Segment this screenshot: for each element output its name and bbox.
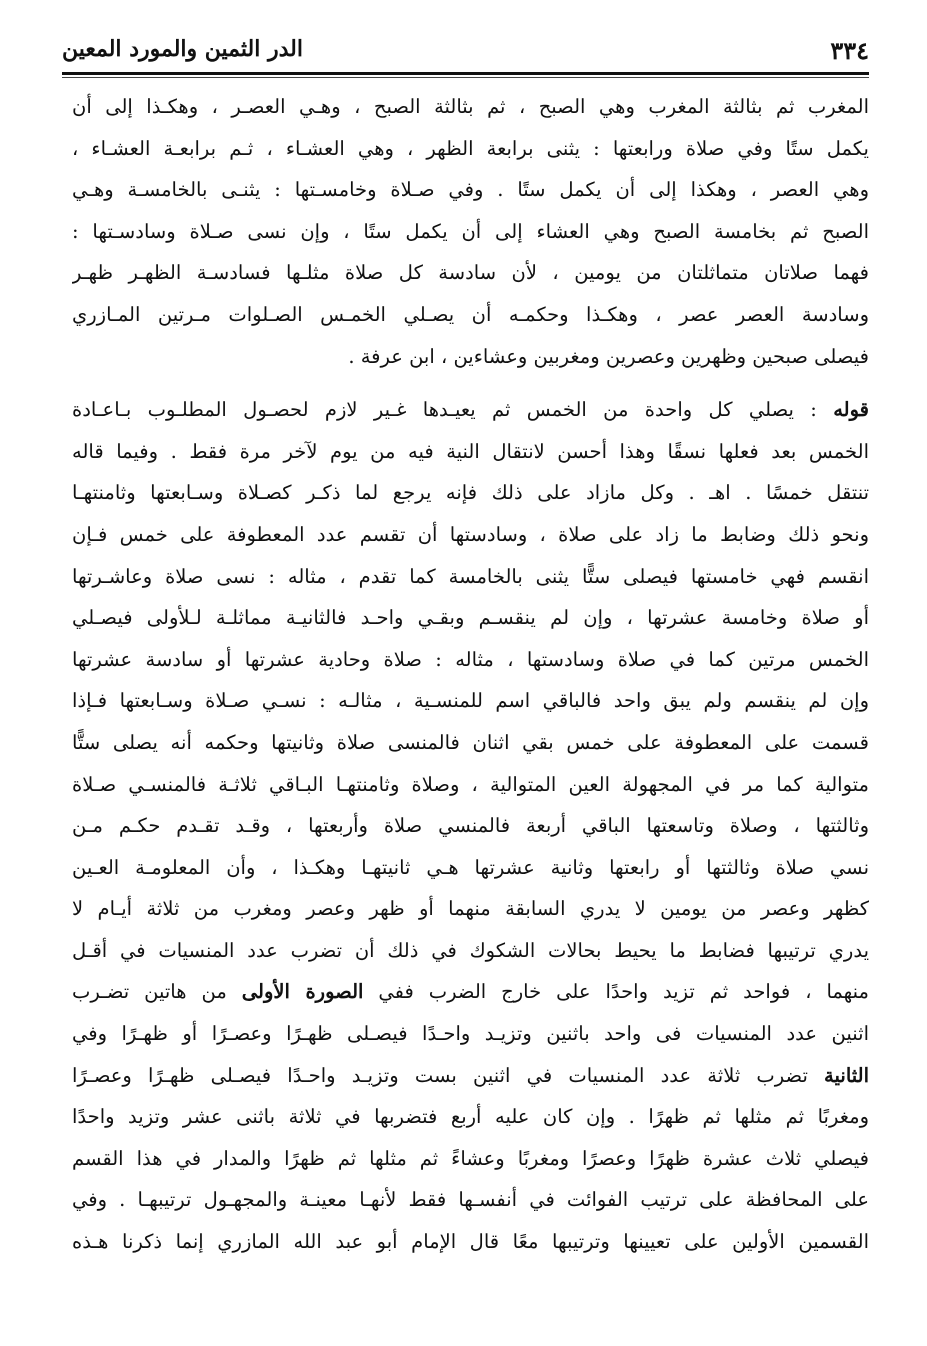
- text-run: القسمين الأولين على تعيينها وترتيبها معًا قال الإمام أبو عبد الله المازري إنما ذكرنا هـذه: [72, 1230, 869, 1254]
- book-title: الدر الثمين والمورد المعين: [62, 36, 304, 62]
- text-line: [72, 930, 869, 972]
- text-run: أو صلاة وخامسة عشرتها ، وإن لم ينقسـم وبقـي واحـد فالثانيـة مماثلـة لـلأولى فيصـلي: [72, 606, 869, 630]
- text-run: يكمل ستًا وفي صلاة ورابعتها : يثنى برابعة الظهر ، وهي العشـاء ، ثـم برابعـة العشـاء ،: [72, 136, 869, 160]
- text-line: [72, 514, 869, 556]
- text-line: [72, 847, 869, 889]
- text-run: وسادسة العصر عصر ، وهكـذا وحكمـه أن يصـلي الخمـس الصـلوات مـرتين المـازري: [72, 302, 869, 326]
- text-run: فيصلى صبحين وظهرين وعصرين ومغربين وعشاءين ، ابن عرفة .: [348, 344, 869, 368]
- text-line: [72, 764, 869, 806]
- text-run: الخمس مرتين كما في صلاة وسادستها ، مثاله : صلاة وحادية عشرتها أو سادسة عشرتها: [72, 647, 869, 671]
- text-run: كظهر وعصر من يومين لا يدري السابقة منهما أو ظهر وعصر ومغرب من ثلاثة أيـام لا: [72, 897, 869, 921]
- text-line: [72, 805, 869, 847]
- text-line: [72, 971, 869, 1013]
- text-run: منهما ، فواحد ثم تزيد واحدًا على خارج الضرب ففي: [363, 980, 869, 1004]
- text-line: [72, 1138, 869, 1180]
- text-run: وإن لم ينقسم ولم يبق واحد فالباقي اسم للمنسـية ، مثالـه : نسـي صـلاة وسـابعتها فـإذا: [72, 689, 869, 713]
- text-line: [72, 1013, 869, 1055]
- text-run: تنتقل خمسًا . اهـ . وكل مازاد على ذلك فإنه يرجع لما ذكـر كصـلاة وسـابعتها وثامنتهـا: [72, 481, 869, 505]
- text-run: يدري ترتيبها فضابط ما يحيط بحالات الشكوك في ذلك أن تضرب عدد المنسيات في أقـل: [72, 938, 869, 962]
- text-run: من هاتين تضـرب: [72, 980, 242, 1004]
- text-run: فيصلي ثلاث عشرة ظهرًا وعصرًا ومغربًا وعشاءً ثم مثلها ثم ظهرًا والمدار في هذا القسم: [72, 1146, 869, 1170]
- text-run: ونحو ذلك وضابط ما زاد على صلاة ، وسادستها أن تقسم عدد المعطوفة على خمس فـإن: [72, 522, 869, 546]
- text-line: [72, 639, 869, 681]
- text-line: [72, 86, 869, 128]
- text-line: [72, 128, 869, 170]
- text-run: المغرب ثم بثالثة المغرب وهي الصبح ، ثم بثالثة الصبح ، وهـي العصـر ، وهكـذا إلى أن: [72, 95, 869, 118]
- text-run: : يصلي كل واحدة من الخمس ثم يعيـدها غـير لازم لحصـول المطلـوب بـاعـادة: [72, 398, 834, 422]
- text-line: [72, 336, 869, 378]
- text-line: [72, 597, 869, 639]
- text-line: [72, 1055, 869, 1097]
- text-line: [72, 680, 869, 722]
- text-line: [72, 888, 869, 930]
- text-line: [72, 211, 869, 253]
- text-run: اثنين عدد المنسيات فى واحد باثنين وتزيـد واحـدًا فيصـلى ظهـرًا وعصـرًا أو ظهـرًا وفي: [72, 1022, 869, 1046]
- header-rule: [62, 72, 869, 75]
- text-run: انقسم فهي خامستها فيصلى ستًّا يثنى بالخامسة كما تقدم ، مثاله : نسى صلاة وعاشـرتها: [72, 564, 869, 588]
- text-line: [72, 1221, 869, 1263]
- text-run: ومغربًا ثم مثلها ثم ظهرًا . وإن كان عليه أربع فتضربها في ثلاثة باثنى عشر وتزيد واحدًا: [72, 1105, 869, 1129]
- text-line: [72, 556, 869, 598]
- text-line: [72, 389, 869, 431]
- text-run: على المحافظة على ترتيب الفوائت في أنفسـها فقط لأنهـا معينـة والمجهـول ترتيبهـا . وفي: [72, 1188, 869, 1212]
- text-line: [72, 294, 869, 336]
- text-run: الصبح ثم بخامسة الصبح وهي العشاء إلى أن يكمل ستًا ، وإن نسى صـلاة وسادسـتها :: [72, 219, 869, 243]
- text-run: وثالثتها ، وصلاة وتاسعتها الباقي أربعة فالمنسي صلاة وأربعتها ، وقـد تقـدم حكـم مـن: [72, 814, 869, 838]
- text-line: [72, 252, 869, 294]
- page-header: [62, 36, 869, 70]
- text-run: متوالية كما مر في المجهولة العين المتوالية ، وصلاة وثامنتهـا البـاقي ثلاثـة فالمنسـي صـلاة: [72, 772, 869, 796]
- text-line: [72, 472, 869, 514]
- page-number: ٣٣٤: [830, 36, 869, 65]
- text-run: قسمت على المعطوفة على خمس بقي اثنان فالمنسى صلاة وثانيتها وحكمه أنه يصلى ستًّا: [72, 730, 869, 754]
- text-run: فهما صلاتان متماثلتان من يومين ، لأن سادسة كل صلاة مثلـها فسادسـة الظهـر ظهـر: [72, 261, 869, 285]
- text-line: [72, 431, 869, 473]
- text-run: الخمس بعد فعلها نسقًا وهذا أحسن لانتقال النية فيه من يوم لآخر مرة فقط . وفيما قاله: [72, 439, 869, 463]
- text-line: [72, 1096, 869, 1138]
- page-body: [72, 86, 869, 1263]
- bold-term: قوله: [833, 398, 869, 422]
- bold-term: الصورة الأولى: [241, 980, 364, 1004]
- text-run: تضرب ثلاثة عدد المنسيات في اثنين بست وتزيـد واحـدًا فيصـلى ظهـرًا وعصـرًا: [72, 1063, 825, 1087]
- bold-term: الثانية: [824, 1063, 869, 1087]
- text-line: [72, 722, 869, 764]
- text-line: [72, 1179, 869, 1221]
- text-run: نسي صلاة وثالثتها أو رابعتها وثانية عشرتها هـي ثانيتهـا وهكـذا ، وأن المعلومـة العـين: [72, 855, 869, 879]
- text-line: [72, 169, 869, 211]
- header-rule-thin: [62, 77, 869, 78]
- text-run: وهي العصر ، وهكذا إلى أن يكمل ستًا . وفي صـلاة وخامسـتها : يثنـى بالخامسـة وهـي: [72, 178, 869, 202]
